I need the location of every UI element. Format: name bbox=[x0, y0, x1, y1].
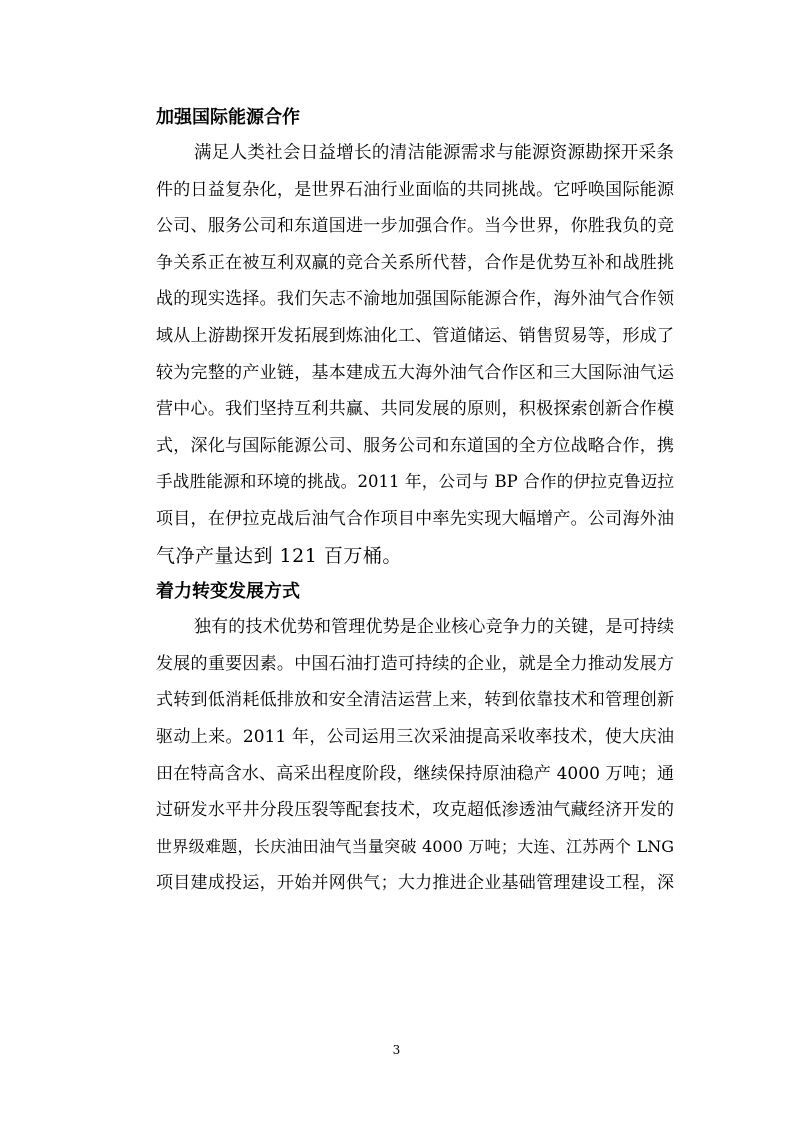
document-body bbox=[118, 100, 674, 902]
paragraph-line: 公司、服务公司和东道国进一步加强合作。当今世界，你胜我负的竞 bbox=[156, 216, 674, 237]
section-paragraph-international-cooperation bbox=[118, 135, 674, 574]
page-number: 3 bbox=[392, 1043, 401, 1057]
paragraph-line: 件的日益复杂化，是世界石油行业面临的共同挑战。它呼唤国际能源 bbox=[156, 179, 674, 200]
paragraph-line: 满足人类社会日益增长的清洁能源需求与能源资源勘探开采条 bbox=[194, 143, 674, 163]
paragraph-line: 世界级难题，长庆油田油气当量突破 4000 万吨；大连、江苏两个 LNG bbox=[156, 836, 674, 856]
paragraph-line: 项目，在伊拉克战后油气合作项目中率先实现大幅增产。公司海外油 bbox=[156, 508, 674, 529]
section-heading-development-mode: 着力转变发展方式 bbox=[156, 581, 300, 603]
paragraph-line: 较为完整的产业链，基本建成五大海外油气合作区和三大国际油气运 bbox=[156, 362, 674, 383]
paragraph-line: 争关系正在被互利双赢的竞合关系所代替，合作是优势互补和战胜挑 bbox=[156, 252, 674, 273]
paragraph-line: 气净产量达到 121 百万桶。 bbox=[156, 544, 402, 567]
paragraph-line: 独有的技术优势和管理优势是企业核心竞争力的关键，是可持续 bbox=[194, 617, 674, 638]
paragraph-line: 田在特高含水、高采出程度阶段，继续保持原油稳产 4000 万吨；通 bbox=[156, 763, 674, 784]
paragraph-line: 式，深化与国际能源公司、服务公司和东道国的全方位战略合作，携 bbox=[156, 435, 674, 456]
paragraph-line: 项目建成投运，开始并网供气；大力推进企业基础管理建设工程，深 bbox=[156, 873, 674, 894]
paragraph-line: 域从上游勘探开发拓展到炼油化工、管道储运、销售贸易等，形成了 bbox=[156, 325, 674, 346]
section-heading-international-cooperation: 加强国际能源合作 bbox=[156, 107, 300, 128]
section-paragraph-development-mode bbox=[118, 609, 674, 902]
paragraph-line: 手战胜能源和环境的挑战。2011 年，公司与 BP 合作的伊拉克鲁迈拉 bbox=[156, 472, 674, 492]
paragraph-line: 驱动上来。2011 年，公司运用三次采油提高采收率技术，使大庆油 bbox=[156, 726, 674, 747]
paragraph-line: 战的现实选择。我们矢志不渝地加强国际能源合作，海外油气合作领 bbox=[156, 289, 674, 310]
paragraph-line: 式转到低消耗低排放和安全清洁运营上来，转到依靠技术和管理创新 bbox=[156, 690, 674, 711]
paragraph-line: 过研发水平井分段压裂等配套技术，攻克超低渗透油气藏经济开发的 bbox=[156, 800, 674, 821]
paragraph-line: 发展的重要因素。中国石油打造可持续的企业，就是全力推动发展方 bbox=[156, 653, 674, 674]
paragraph-line: 营中心。我们坚持互利共赢、共同发展的原则，积极探索创新合作模 bbox=[156, 399, 674, 420]
